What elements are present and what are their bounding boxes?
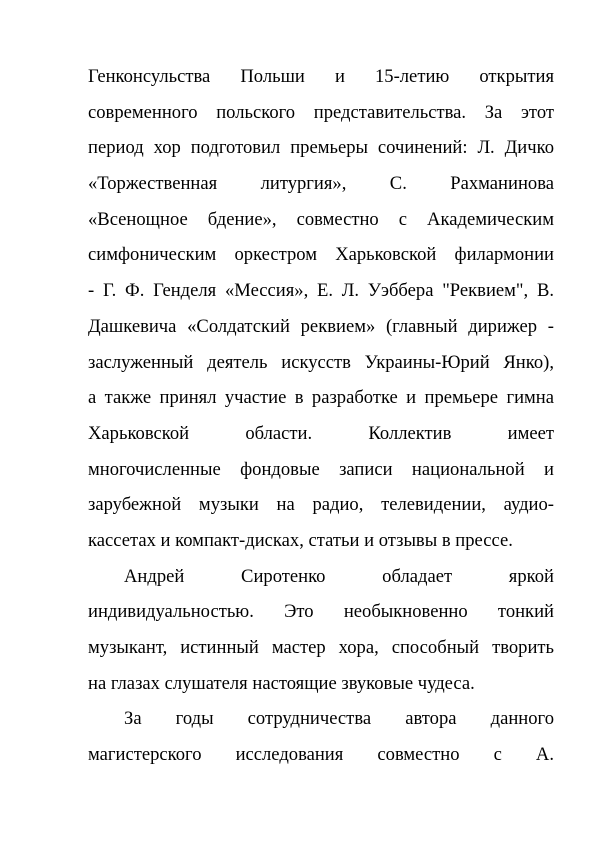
text-line: магистерского исследования совместно с А. bbox=[88, 744, 554, 766]
text-line: «Всенощное бдение», совместно с Академическим bbox=[88, 208, 554, 230]
text-line: Андрей Сиротенко обладает яркой bbox=[124, 565, 554, 587]
text-line: современного польского представительства. За этот bbox=[88, 101, 554, 123]
body-text bbox=[88, 59, 554, 773]
text-line: зарубежной музыки на радио, телевидении, аудио- bbox=[88, 494, 554, 516]
text-line: индивидуальностью. Это необыкновенно тонкий bbox=[88, 601, 554, 623]
text-line: кассетах и компакт-дисках, статьи и отзывы в прессе. bbox=[88, 529, 513, 551]
text-line: Харьковской области. Коллектив имеет bbox=[88, 422, 554, 444]
text-line: музыкант, истинный мастер хора, способный творить bbox=[88, 637, 554, 658]
text-line: - Г. Ф. Генделя «Мессия», Е. Л. Уэббера "Реквием", В. bbox=[88, 280, 554, 302]
text-line: За годы сотрудничества автора данного bbox=[124, 708, 554, 730]
text-line: симфоническим оркестром Харьковской филармонии bbox=[88, 244, 554, 266]
text-line: Генконсульства Польши и 15-летию открытия bbox=[88, 66, 554, 87]
text-line: а также принял участие в разработке и премьере гимна bbox=[88, 387, 554, 409]
text-line: заслуженный деятель искусств Украины-Юрий Янко), bbox=[88, 351, 554, 373]
text-line: Дашкевича «Солдатский реквием» (главный дирижер - bbox=[88, 315, 554, 337]
text-line: на глазах слушателя настоящие звуковые чудеса. bbox=[88, 672, 475, 694]
text-line: «Торжественная литургия», С. Рахманинова bbox=[88, 173, 554, 195]
text-line: период хор подготовил премьеры сочинений: Л. Дичко bbox=[88, 137, 554, 159]
text-line: многочисленные фондовые записи национальной и bbox=[88, 458, 554, 480]
